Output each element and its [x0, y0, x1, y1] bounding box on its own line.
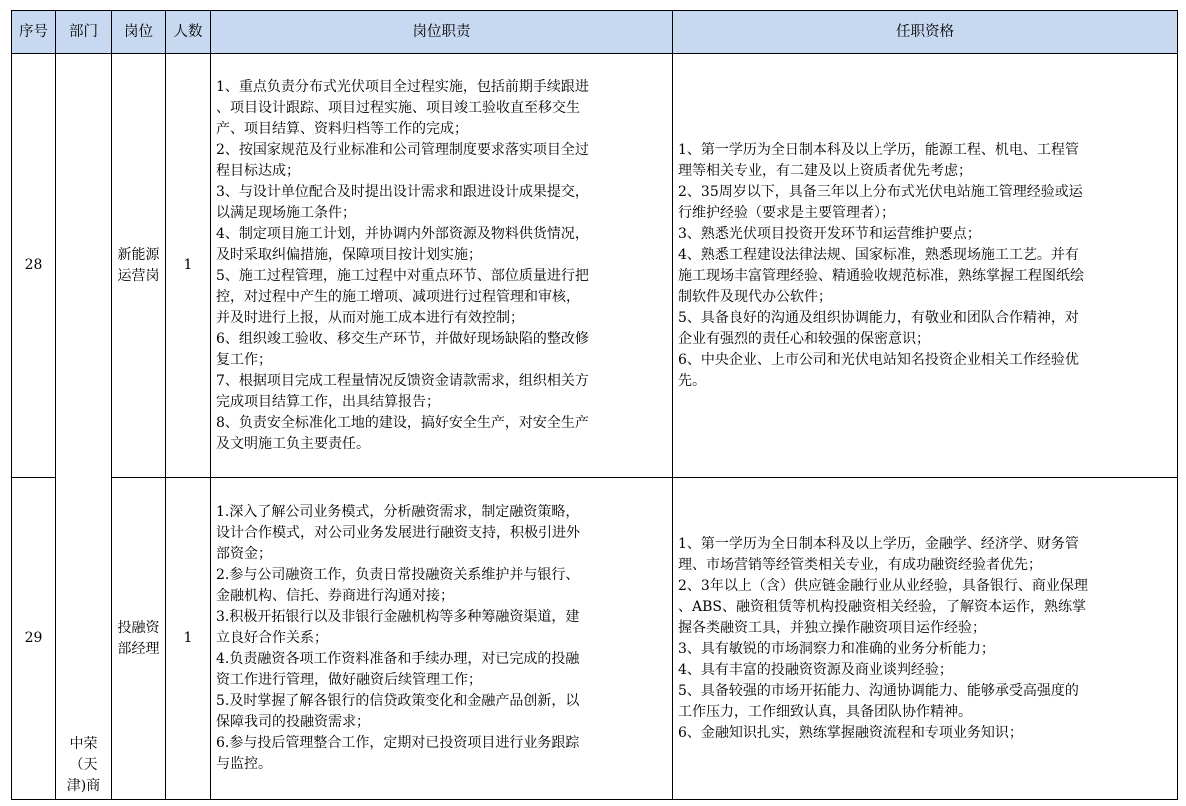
- row-role: [112, 54, 166, 478]
- row-count: 1: [166, 478, 211, 800]
- row-duties: [211, 478, 673, 800]
- header-count: 人数: [166, 11, 211, 54]
- row-seq: 28: [12, 54, 56, 478]
- quals-text: 1、第一学历为全日制本科及以上学历，金融学、经济学、财务管 理、市场营销等经管类相关专业，有成功融资经验者优先； 2、3年以上（含）供应链金融行业从业经验，具备银行、商业保理 、ABS、融资租赁等机构投融资相关经验，了解资本运作，熟练掌 握各类融资工具，并独立操作融资项目运作经验； 3、具有敏锐的市场洞察力和准确的业务分析能力； 4、具有丰富的投融资资源及商业谈判经验； 5、具备较强的市场开拓能力、沟通协调能力、能够承受高强度的 工作压力，工作细致认真，具备团队协作精神。 6、金融知识扎实，熟练掌握融资流程和专项业务知识；: [678, 535, 1088, 741]
- role-label: 投融资 部经理: [117, 619, 160, 657]
- row-seq: 29: [12, 478, 56, 800]
- row-count: 1: [166, 54, 211, 478]
- job-table: [11, 10, 1178, 800]
- header-dept: 部门: [56, 11, 112, 54]
- row-dept: [56, 54, 112, 800]
- row-duties: [211, 54, 673, 478]
- row-role: [112, 478, 166, 800]
- role-label: 新能源 运营岗: [117, 246, 160, 284]
- header-quals: 任职资格: [673, 11, 1178, 54]
- header-row: [12, 11, 1178, 54]
- table-row: [12, 54, 1178, 478]
- header-role: 岗位: [112, 11, 166, 54]
- duties-text: 1.深入了解公司业务模式，分析融资需求，制定融资策略， 设计合作模式，对公司业务发展进行融资支持，积极引进外 部资金； 2.参与公司融资工作，负责日常投融资关系维护并与银行、 金融机构、信托、券商进行沟通对接； 3.积极开拓银行以及非银行金融机构等多种筹融资渠道，建 立良好合作关系； 4.负责融资各项工作资料准备和手续办理，对已完成的投融 资工作进行管理，做好融资后续管理工作； 5.及时掌握了解各银行的信贷政策变化和金融产品创新，以 保障我司的投融资需求； 6.参与投后管理整合工作，定期对已投资项目进行业务跟踪 与监控。: [216, 504, 580, 772]
- header-duties: 岗位职责: [211, 11, 673, 54]
- duties-text: 1、重点负责分布式光伏项目全过程实施，包括前期手续跟进 、项目设计跟踪、项目过程实施、项目竣工验收直至移交生 产、项目结算、资料归档等工作的完成； 2、按国家规范及行业标准和公司管理制度要求落实项目全过 程目标达成； 3、与设计单位配合及时提出设计需求和跟进设计成果提交， 以满足现场施工条件； 4、制定项目施工计划，并协调内外部资源及物料供货情况， 及时采取纠偏措施，保障项目按计划实施； 5、施工过程管理，施工过程中对重点环节、部位质量进行把 控，对过程中产生的施工增项、减项进行过程管理和审核， 并及时进行上报，从而对施工成本进行有效控制； 6、组织竣工验收、移交生产环节，并做好现场缺陷的整改修 复工作； 7、根据项目完成工程量情况反馈资金请款需求，组织相关方 完成项目结算工作，出具结算报告； 8、负责安全标准化工地的建设，搞好安全生产，对安全生产 及文明施工负主要责任。: [216, 78, 589, 452]
- dept-label: 中荣 （天 津)商: [66, 736, 101, 794]
- row-quals: [673, 54, 1178, 478]
- header-seq: 序号: [12, 11, 56, 54]
- table-row: [12, 478, 1178, 800]
- row-quals: [673, 478, 1178, 800]
- quals-text: 1、第一学历为全日制本科及以上学历，能源工程、机电、工程管 理等相关专业，有二建及以上资质者优先考虑； 2、35周岁以下，具备三年以上分布式光伏电站施工管理经验或运 行维护经验（要求是主要管理者）； 3、熟悉光伏项目投资开发环节和运营维护要点； 4、熟悉工程建设法律法规、国家标准，熟悉现场施工工艺。并有 施工现场丰富管理经验、精通验收规范标准，熟练掌握工程图纸绘 制软件及现代办公软件； 5、具备良好的沟通及组织协调能力，有敬业和团队合作精神，对 企业有强烈的责任心和较强的保密意识； 6、中央企业、上市公司和光伏电站知名投资企业相关工作经验优 先。: [678, 141, 1084, 389]
